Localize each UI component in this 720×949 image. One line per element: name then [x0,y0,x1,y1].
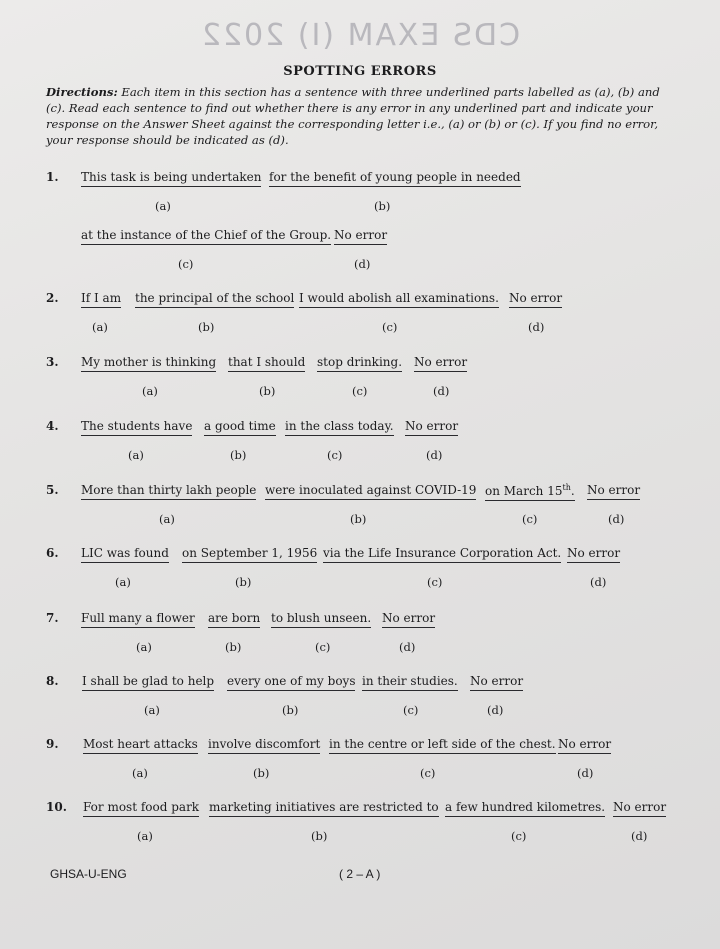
label-b: (b) [259,384,276,398]
part-c: a few hundred kilometres. [445,800,605,817]
label-a: (a) [137,829,153,843]
label-b: (b) [282,703,299,717]
watermark: CDS EXAM (I) 2022 [199,18,521,53]
part-d: No error [567,546,620,563]
footer-code: GHSA-U-ENG [50,867,127,881]
part-b: involve discomfort [208,737,320,754]
label-a: (a) [144,703,160,717]
part-c [485,483,575,501]
part-a: For most food park [83,800,199,817]
part-b: for the benefit of young people in needed [269,170,521,187]
part-d: No error [613,800,666,817]
label-d: (d) [354,257,371,271]
label-a: (a) [155,199,171,213]
part-a: I shall be glad to help [82,674,214,691]
question-number: 3. [46,355,59,369]
part-c-tail: . [570,484,575,498]
part-a: Full many a flower [81,611,195,628]
label-c: (c) [352,384,368,398]
question-number: 8. [46,674,59,688]
part-d: No error [382,611,435,628]
part-d: No error [405,419,458,436]
question-number: 6. [46,546,59,560]
directions-text: Each item in this section has a sentence with three underlined parts labelled as (a), (b) and (c). Read each sentence to find out whether there is any error in any underlined part and indicate your response on the Answer Sheet against the corresponding letter i.e., (a) or (b) or (c). If you find no error, your response should be indicated as (d). [46,85,660,147]
part-c: I would abolish all examinations. [299,291,499,308]
question-2 [0,291,720,351]
part-c: in their studies. [362,674,458,691]
label-c: (c) [403,703,419,717]
part-b: marketing initiatives are restricted to [209,800,439,817]
part-c: in the class today. [285,419,394,436]
part-d: No error [334,228,387,245]
part-c: stop drinking. [317,355,402,372]
label-d: (d) [608,512,625,526]
part-d: No error [509,291,562,308]
question-number: 4. [46,419,59,433]
label-d: (d) [487,703,504,717]
label-a: (a) [136,640,152,654]
part-b: the principal of the school [135,291,294,308]
part-a: This task is being undertaken [81,170,261,187]
label-a: (a) [115,575,131,589]
question-number: 5. [46,483,59,497]
question-number: 1. [46,170,59,184]
question-4 [0,419,720,479]
part-c: to blush unseen. [271,611,371,628]
part-a: My mother is thinking [81,355,216,372]
footer-page-number: ( 2 – A ) [339,867,381,881]
label-b: (b) [311,829,328,843]
label-c: (c) [382,320,398,334]
part-a: More than thirty lakh people [81,483,256,500]
part-c-text: on March 15 [485,484,563,498]
label-d: (d) [590,575,607,589]
part-d: No error [470,674,523,691]
directions [46,84,676,148]
label-c: (c) [420,766,436,780]
label-c: (c) [427,575,443,589]
part-b: on September 1, 1956 [182,546,317,563]
question-number: 2. [46,291,59,305]
label-a: (a) [92,320,108,334]
label-d: (d) [433,384,450,398]
label-b: (b) [374,199,391,213]
question-8 [0,674,720,734]
part-a: If I am [81,291,121,308]
label-b: (b) [350,512,367,526]
question-3 [0,355,720,415]
label-c: (c) [178,257,194,271]
label-d: (d) [631,829,648,843]
part-a: LIC was found [81,546,169,563]
question-10 [0,800,720,860]
question-5 [0,483,720,543]
label-c: (c) [315,640,331,654]
label-b: (b) [198,320,215,334]
label-d: (d) [399,640,416,654]
label-a: (a) [132,766,148,780]
label-d: (d) [426,448,443,462]
part-c: at the instance of the Chief of the Group. [81,228,331,245]
part-b: that I should [228,355,305,372]
label-c: (c) [327,448,343,462]
part-a: Most heart attacks [83,737,198,754]
part-c-superscript: th [562,483,571,492]
section-title: SPOTTING ERRORS [283,64,437,79]
question-number: 9. [46,737,59,751]
part-b: are born [208,611,260,628]
part-a: The students have [81,419,192,436]
label-d: (d) [528,320,545,334]
question-number: 7. [46,611,59,625]
label-a: (a) [142,384,158,398]
label-b: (b) [235,575,252,589]
label-c: (c) [511,829,527,843]
label-d: (d) [577,766,594,780]
question-1 [0,170,720,270]
label-b: (b) [230,448,247,462]
part-c: via the Life Insurance Corporation Act. [323,546,561,563]
label-c: (c) [522,512,538,526]
label-b: (b) [253,766,270,780]
part-b: every one of my boys [227,674,355,691]
label-a: (a) [159,512,175,526]
part-d: No error [558,737,611,754]
question-7 [0,611,720,671]
question-6 [0,546,720,606]
question-9 [0,737,720,797]
label-a: (a) [128,448,144,462]
part-b: were inoculated against COVID-19 [265,483,476,500]
question-number: 10. [46,800,67,814]
part-c: in the centre or left side of the chest. [329,737,556,754]
part-d: No error [414,355,467,372]
part-b: a good time [204,419,276,436]
directions-label: Directions: [46,85,118,99]
part-d: No error [587,483,640,500]
label-b: (b) [225,640,242,654]
